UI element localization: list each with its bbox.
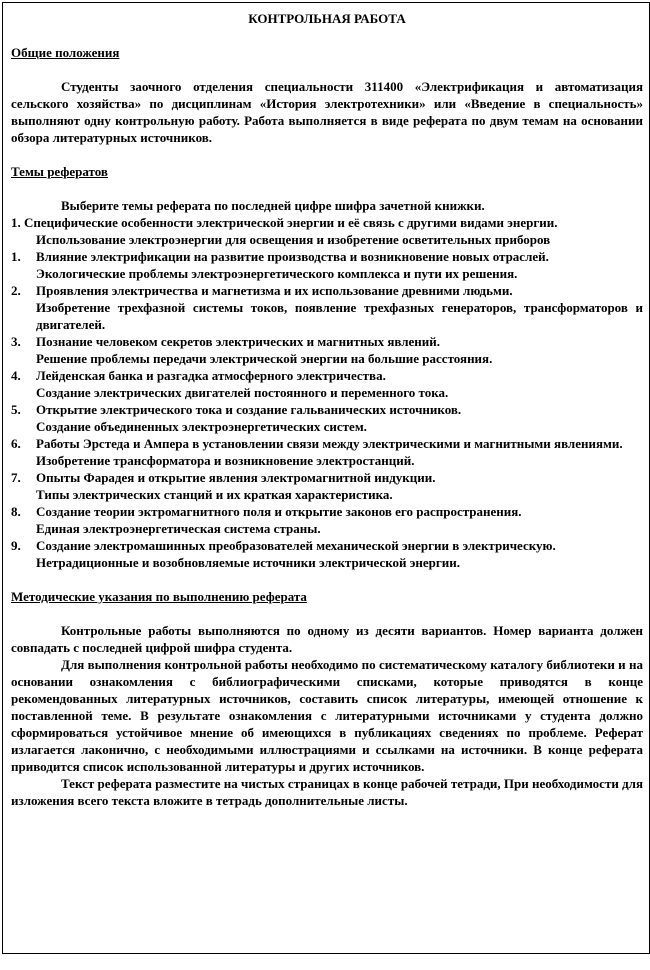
topic-number: 7. <box>11 470 21 485</box>
topic-item-0 <box>11 214 643 248</box>
topic-item-5 <box>11 401 643 435</box>
document-title: КОНТРОЛЬНАЯ РАБОТА <box>248 11 406 26</box>
topic-number: 6. <box>11 436 21 451</box>
topic-number: 1. <box>11 249 21 264</box>
topics-intro: Выберите темы реферата по последней цифре шифра зачетной книжки. <box>61 198 485 213</box>
topics-list <box>11 248 643 571</box>
topic-extra: Экологические проблемы электроэнергетического комплекса и пути их решения. <box>36 266 518 281</box>
topic-main: Открытие электрического тока и создание гальванических источников. <box>36 402 462 417</box>
topic-number: 4. <box>11 368 21 383</box>
topic-main: Влияние электрификации на развитие производства и возникновение новых отраслей. <box>36 249 549 264</box>
topic-number: 9. <box>11 538 21 553</box>
topic-extra: Единая электроэнергетическая система страны. <box>36 521 321 536</box>
methods-paragraph: Для выполнения контрольной работы необходимо по систематическому каталогу библиотеки и на основании ознакомления с библиографическими списками, которые приводятся в конце рекомендованных литературных источников, составить список литературы, имеющей отношение к поставленной теме. В результате ознакомления с литературными источниками у студента должно сформироваться устойчивое мнение об имеющихся в публикациях сведениях по проблеме. Реферат излагается лаконично, с необходимыми иллюстрациями и ссылками на источники. В конце реферата приводится список использованной литературы и других источников. <box>11 657 643 774</box>
topic-main: Работы Эрстеда и Ампера в установлении связи между электрическими и магнитными явлениями. <box>36 436 623 451</box>
topic-main: Познание человеком секретов электрических и магнитных явлений. <box>36 334 441 349</box>
topic-item-9 <box>11 537 643 571</box>
topic-main: Создание теории эктромагнитного поля и открытие законов его распространения. <box>36 504 522 519</box>
topic-main: Опыты Фарадея и открытие явления электромагнитной индукции. <box>36 470 436 485</box>
methods-paragraph: Контрольные работы выполняются по одному из десяти вариантов. Номер варианта должен совпадать с последней цифрой шифра студента. <box>11 623 643 655</box>
topic-number: 2. <box>11 283 21 298</box>
general-paragraph: Студенты заочного отделения специальности 311400 «Электрификация и автоматизация сельского хозяйства» по дисциплинам «История электротехники» или «Введение в специальность» выполняют одну контрольную работу. Работа выполняется в виде реферата по двум темам на основании обзора литературных источников. <box>11 79 643 145</box>
topic-number: 8. <box>11 504 21 519</box>
topic-extra: Изобретение трехфазной системы токов, появление трехфазных генераторов, трансформаторов и двигателей. <box>36 300 643 332</box>
document-page <box>2 2 650 954</box>
topic-extra: Создание объединенных электроэнергетических систем. <box>36 419 367 434</box>
topic-item-2 <box>11 282 643 333</box>
topic-extra: Типы электрических станций и их краткая характеристика. <box>36 487 393 502</box>
topic-extra: Нетрадиционные и возобновляемые источники электрической энергии. <box>36 555 461 570</box>
topic-main: Лейденская банка и разгадка атмосферного электричества. <box>36 368 386 383</box>
methods-paragraph: Текст реферата разместите на чистых страницах в конце рабочей тетради, При необходимости для изложения всего текста вложите в тетрадь дополнительные листы. <box>11 776 643 808</box>
general-heading: Общие положения <box>11 45 120 60</box>
topic-item-4 <box>11 367 643 401</box>
topic-extra: Решение проблемы передачи электрической энергии на большие расстояния. <box>36 351 493 366</box>
methods-heading: Методические указания по выполнению реферата <box>11 589 307 604</box>
topic-main: 1. Специфические особенности электрической энергии и её связь с другими видами энергии. <box>11 215 558 230</box>
topics-heading: Темы рефератов <box>11 164 108 179</box>
topic-number: 5. <box>11 402 21 417</box>
topic-number: 3. <box>11 334 21 349</box>
topic-item-3 <box>11 333 643 367</box>
topic-main: Проявления электричества и магнетизма и их использование древними людьми. <box>36 283 513 298</box>
topic-extra: Изобретение трансформатора и возникновение электростанций. <box>36 453 415 468</box>
topic-item-8 <box>11 503 643 537</box>
topic-extra: Использование электроэнергии для освещения и изобретение осветительных приборов <box>36 232 551 247</box>
topic-item-1 <box>11 248 643 282</box>
topic-main: Создание электромашинных преобразователей механической энергии в электрическую. <box>36 538 556 553</box>
topic-extra: Создание электрических двигателей постоянного и переменного тока. <box>36 385 449 400</box>
topic-item-6 <box>11 435 643 469</box>
topic-item-7 <box>11 469 643 503</box>
